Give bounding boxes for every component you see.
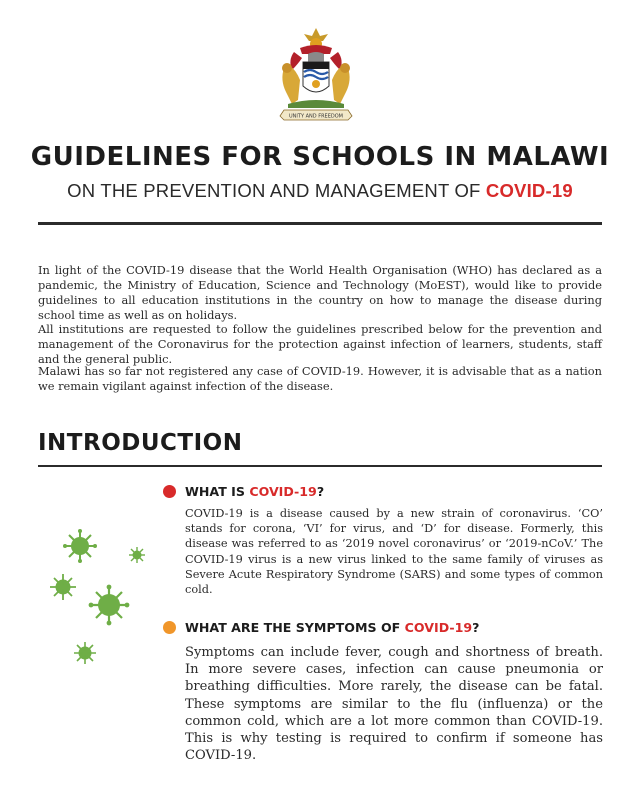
q1-highlight: COVID-19 <box>249 484 317 499</box>
answer-what-is-covid: COVID-19 is a disease caused by a new strain of coronavirus. ‘CO’ stands for corona, ‘VI’ for virus, and ‘D’ for disease. Formerly, this disease was referred to as ‘2019 novel coronavirus’ or ‘2019-nCoV.’ The COVID-19 virus is a new virus linked to the same family of viruses as Severe Acute Respiratory Syndrome (SARS) and some types of common cold. <box>185 507 603 597</box>
q1-prefix: WHAT IS <box>185 484 250 499</box>
q2-suffix: ? <box>472 620 480 635</box>
intro-paragraph-2: All institutions are requested to follow the guidelines prescribed below for the prevention and management of the Coronavirus for the protection against infection of learners, students, staff and the general public. <box>38 322 602 366</box>
virus-icon <box>88 584 130 626</box>
subtitle-highlight: COVID-19 <box>485 180 573 201</box>
section-heading: INTRODUCTION <box>38 430 243 456</box>
virus-icon <box>72 640 98 666</box>
page-subtitle <box>0 180 640 202</box>
section-divider <box>38 465 602 467</box>
orange-bullet-icon <box>163 621 176 634</box>
virus-icon <box>62 528 98 564</box>
question-what-is-covid <box>185 484 324 499</box>
answer-symptoms: Symptoms can include fever, cough and shortness of breath. In more severe cases, infection can cause pneumonia or breathing difficulties. More rarely, the disease can be fatal. These symptoms are similar to the flu (influenza) or the common cold, which are a lot more common than COVID-19. This is why testing is required to confirm if someone has COVID-19. <box>185 645 603 764</box>
subtitle-prefix: ON THE PREVENTION AND MANAGEMENT OF <box>67 180 486 201</box>
title-divider <box>38 222 602 225</box>
red-bullet-icon <box>163 485 176 498</box>
question-symptoms <box>185 620 479 635</box>
intro-paragraph-3: Malawi has so far not registered any case of COVID-19. However, it is advisable that as a nation we remain vigilant against infection of the disease. <box>38 364 602 393</box>
page-title: GUIDELINES FOR SCHOOLS IN MALAWI <box>30 142 610 172</box>
q1-suffix: ? <box>316 484 325 499</box>
crest-motto: UNITY AND FREEDOM <box>289 113 343 120</box>
virus-icon <box>128 546 146 564</box>
q2-prefix: WHAT ARE THE SYMPTOMS OF <box>185 620 405 635</box>
virus-icon <box>48 572 78 602</box>
q2-highlight: COVID-19 <box>404 620 473 635</box>
malawi-coat-of-arms-icon <box>270 24 362 124</box>
intro-paragraph-1: In light of the COVID-19 disease that the World Health Organisation (WHO) has declared as a pandemic, the Ministry of Education, Science and Technology (MoEST), would like to provide guidelines to all education institutions in the country on how to manage the disease during school time as well as on holidays. <box>38 263 602 322</box>
